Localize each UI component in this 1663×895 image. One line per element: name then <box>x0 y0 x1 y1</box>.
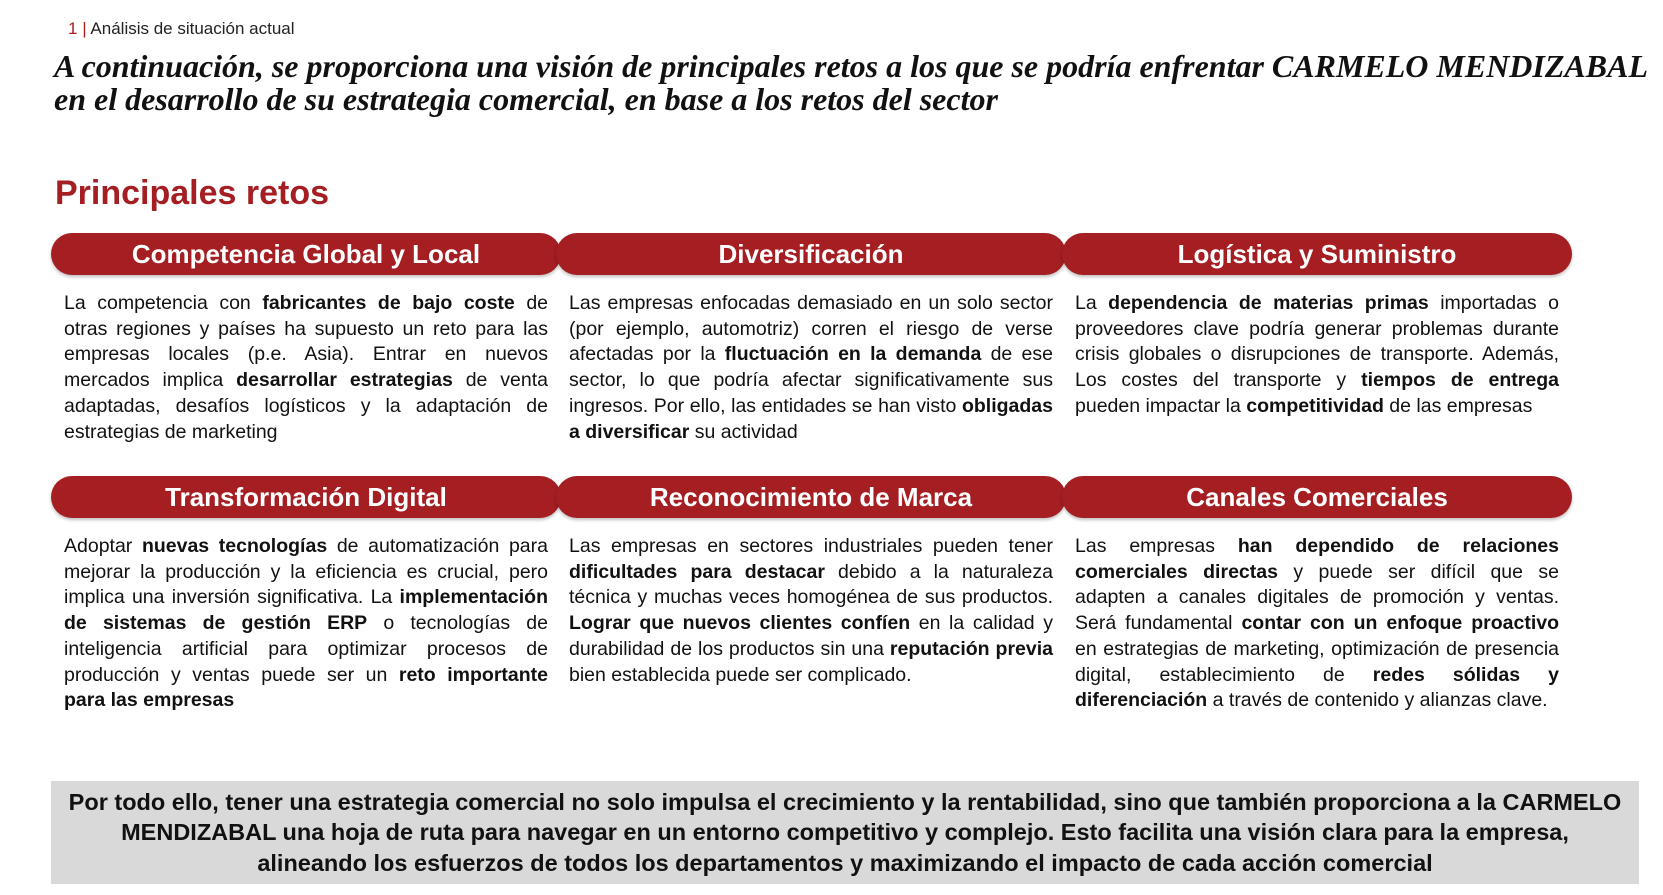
body-text: en la calidad y durabilidad de los productos sin una <box>569 612 1053 660</box>
card-title: Transformación Digital <box>51 476 561 518</box>
bold-text: Lograr que nuevos clientes confíen <box>569 612 911 635</box>
bold-text: implementación de sistemas de gestión ERP <box>64 586 548 635</box>
summary-text: Por todo ello, tener una estrategia comercial no solo impulsa el crecimiento y la rentabilidad, sino que también proporciona a la CARMELO MENDIZABAL una hoja de ruta para navegar en un entorno competitivo y complejo. Esto facilita una visión clara para la empresa, alineando los esfuerzos de todos los departamentos y maximizando el impacto de cada acción comercial <box>68 788 1622 876</box>
breadcrumb <box>68 19 295 39</box>
card-body <box>64 291 548 445</box>
body-text: de venta adaptadas, desafíos logísticos y la adaptación de estrategias de marketing <box>64 369 548 443</box>
bold-text: tiempos de entrega <box>1361 369 1559 392</box>
body-text: de otras regiones y países ha supuesto un reto para las empresas locales (p.e. Asia). Entrar en nuevos mercados implica <box>64 292 549 392</box>
body-text: La <box>1075 292 1109 314</box>
body-text: Las empresas enfocadas demasiado en un solo sector (por ejemplo, automotriz) corren el riesgo de verse afectadas por la <box>569 292 1053 366</box>
card-title: Competencia Global y Local <box>51 233 561 275</box>
bold-text: desarrollar estrategias <box>236 369 453 392</box>
bold-text: nuevas tecnologías <box>141 535 328 557</box>
bold-text: contar con un enfoque proactivo <box>1241 612 1559 635</box>
card-title: Reconocimiento de Marca <box>556 476 1066 518</box>
bold-text: han dependido de relaciones comerciales directas <box>1075 535 1559 583</box>
challenge-card-competencia <box>51 233 561 445</box>
bold-text: redes sólidas y diferenciación <box>1075 663 1559 712</box>
challenge-card-transformacion-digital <box>51 476 561 714</box>
body-text: Adoptar <box>64 535 142 557</box>
bold-text: competitividad <box>1246 394 1384 417</box>
challenge-card-canales-comerciales <box>1062 476 1572 714</box>
bold-text: reputación previa <box>889 637 1053 660</box>
section-number: 1 <box>68 19 78 38</box>
bold-text: dependencia de materias primas <box>1108 292 1429 314</box>
card-body <box>64 534 548 714</box>
breadcrumb-separator: | <box>82 19 87 38</box>
body-text: de automatización para mejorar la producción y la eficiencia es crucial, pero implica una inversión significativa. La <box>64 535 548 609</box>
challenge-card-reconocimiento-marca <box>556 476 1066 688</box>
body-text: importadas o proveedores clave podría generar problemas durante crisis globales o disrupciones de transporte. Además, Los costes del transporte y <box>1075 292 1559 392</box>
bold-text: fluctuación en la demanda <box>724 343 982 366</box>
body-text: debido a la naturaleza técnica y muchas veces homogénea de sus productos. <box>569 560 1053 609</box>
summary-box <box>51 781 1639 884</box>
body-text: La competencia con <box>64 292 263 314</box>
card-title: Canales Comerciales <box>1062 476 1572 518</box>
card-title: Diversificación <box>556 233 1066 275</box>
body-text: Las empresas <box>1075 535 1238 557</box>
breadcrumb-label: Análisis de situación actual <box>90 19 295 38</box>
challenge-card-diversificacion <box>556 233 1066 445</box>
bold-text: reto importante para las empresas <box>64 663 548 712</box>
card-body <box>569 534 1053 688</box>
bold-text: fabricantes de bajo coste <box>262 292 515 314</box>
challenge-card-logistica <box>1062 233 1572 420</box>
card-title: Logística y Suministro <box>1062 233 1572 275</box>
bold-text: obligadas a diversificar <box>569 394 1053 443</box>
body-text: de las empresas <box>1383 394 1533 417</box>
body-text: su actividad <box>689 420 798 443</box>
body-text: bien establecida puede ser complicado. <box>569 663 912 686</box>
body-text: en estrategias de marketing, optimización de presencia digital, establecimiento de <box>1075 637 1559 686</box>
body-text: o tecnologías de inteligencia artificial para optimizar procesos de producción y ventas puede ser un <box>64 612 549 686</box>
bold-text: dificultades para destacar <box>569 560 825 583</box>
body-text: a través de contenido y alianzas clave. <box>1207 689 1548 712</box>
body-text: pueden impactar la <box>1075 394 1247 417</box>
section-title: Principales retos <box>55 174 330 212</box>
card-body <box>569 291 1053 445</box>
card-body <box>1075 291 1559 420</box>
body-text: Las empresas en sectores industriales pueden tener <box>569 535 1053 557</box>
body-text: de ese sector, lo que podría afectar significativamente sus ingresos. Por ello, las entidades se han visto <box>569 343 1054 417</box>
card-body <box>1075 534 1559 714</box>
body-text: y puede ser difícil que se adapten a canales digitales de promoción y ventas. Será fundamental <box>1075 560 1559 635</box>
page-headline: A continuación, se proporciona una visión de principales retos a los que se podría enfrentar CARMELO MENDIZABAL en el desarrollo de su estrategia comercial, en base a los retos del sector <box>54 48 1647 117</box>
